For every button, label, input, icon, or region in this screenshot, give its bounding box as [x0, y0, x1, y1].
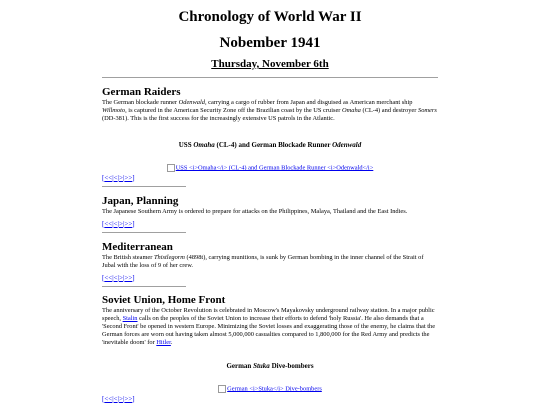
nav-prev-link[interactable]: < — [113, 274, 118, 282]
nav-first-link[interactable]: << — [104, 174, 113, 182]
hitler-link[interactable]: Hitler — [156, 339, 171, 346]
divider — [102, 232, 186, 233]
section-heading: German Raiders — [102, 86, 181, 98]
nav-links: [<<|<|>|>>] — [102, 395, 135, 403]
section-soviet-home-front — [102, 294, 438, 347]
nav-links: [<<|<|>|>>] — [102, 274, 135, 282]
nav-last-link[interactable]: >> — [124, 220, 133, 228]
page-date: Thursday, November 6th — [211, 58, 329, 70]
nav-last-link[interactable]: >> — [124, 174, 133, 182]
nav-first-link[interactable]: << — [104, 220, 113, 228]
nav-first-link[interactable]: << — [104, 395, 113, 403]
divider — [102, 186, 186, 187]
nav-next-link[interactable]: > — [119, 220, 123, 228]
figure-image-omaha[interactable]: USS <i>Omaha</i> (CL-4) and German Blockade Runner <i>Odenwald</i> — [0, 164, 540, 172]
stalin-link[interactable]: Stalin — [122, 315, 138, 322]
nav-next-link[interactable]: > — [119, 274, 123, 282]
nav-prev-link[interactable]: < — [113, 220, 118, 228]
figure-caption-omaha: USS Omaha (CL-4) and German Blockade Runner Odenwald — [178, 141, 362, 149]
page-title: Chronology of World War II — [178, 9, 362, 25]
nav-links: [<<|<|>|>>] — [102, 174, 135, 182]
divider — [102, 77, 438, 78]
section-text: The British steamer Thistlegorm (4898t), carrying munitions, is sunk by German bombing in the inner channel of the Strait of Jubal with the loss of 9 of her crew. — [102, 254, 424, 269]
section-text: The anniversary of the October Revolution is celebrated in Moscow's Mayakovsky underground railway station. In a major public speech, Stalin calls on the peoples of the Soviet Union to increase their efforts to defend 'holy Russia'. He also demands that a 'Second Front' be opened in western Europe. Minimizing the Soviet losses and exaggerating those of the enemy, he claims that the German forces are worn out having taken almost 5,000,000 casualties compared to 1,800,000 for the Red Army and predicts the 'inevitable doom' for Hitler. — [102, 307, 436, 346]
broken-image-icon — [167, 164, 175, 172]
nav-prev-link[interactable]: < — [113, 174, 118, 182]
section-text: The Japanese Southern Army is ordered to prepare for attacks on the Philippines, Malaya, Thailand and the East Indies. — [102, 208, 408, 215]
nav-links: [<<|<|>|>>] — [102, 220, 135, 228]
section-heading: Soviet Union, Home Front — [102, 294, 226, 306]
nav-last-link[interactable]: >> — [124, 274, 133, 282]
nav-first-link[interactable]: << — [104, 274, 113, 282]
divider — [102, 286, 186, 287]
nav-last-link[interactable]: >> — [124, 395, 133, 403]
section-heading: Japan, Planning — [102, 195, 179, 207]
section-text: The German blockade runner Odenwald, carrying a cargo of rubber from Japan and disguised as American merchant ship Willmoto, is captured in the American Security Zone off the Brazilian coast by the US cruiser Omaha (CL-4) and destroyer Somers (DD-381). This is the first success for the increasingly extensive US patrols in the Atlantic. — [102, 99, 437, 122]
nav-next-link[interactable]: > — [119, 395, 123, 403]
figure-caption-stuka: German Stuka Dive-bombers — [226, 362, 314, 370]
nav-prev-link[interactable]: < — [113, 395, 118, 403]
section-mediterranean — [102, 241, 438, 270]
nav-next-link[interactable]: > — [119, 174, 123, 182]
section-japan-planning — [102, 195, 438, 216]
page-month: Nobember 1941 — [219, 35, 321, 51]
section-heading: Mediterranean — [102, 241, 173, 253]
broken-image-icon — [218, 385, 226, 393]
figure-image-stuka[interactable]: German <i>Stuka</i> Dive-bombers — [0, 385, 540, 393]
section-german-raiders — [102, 86, 438, 123]
